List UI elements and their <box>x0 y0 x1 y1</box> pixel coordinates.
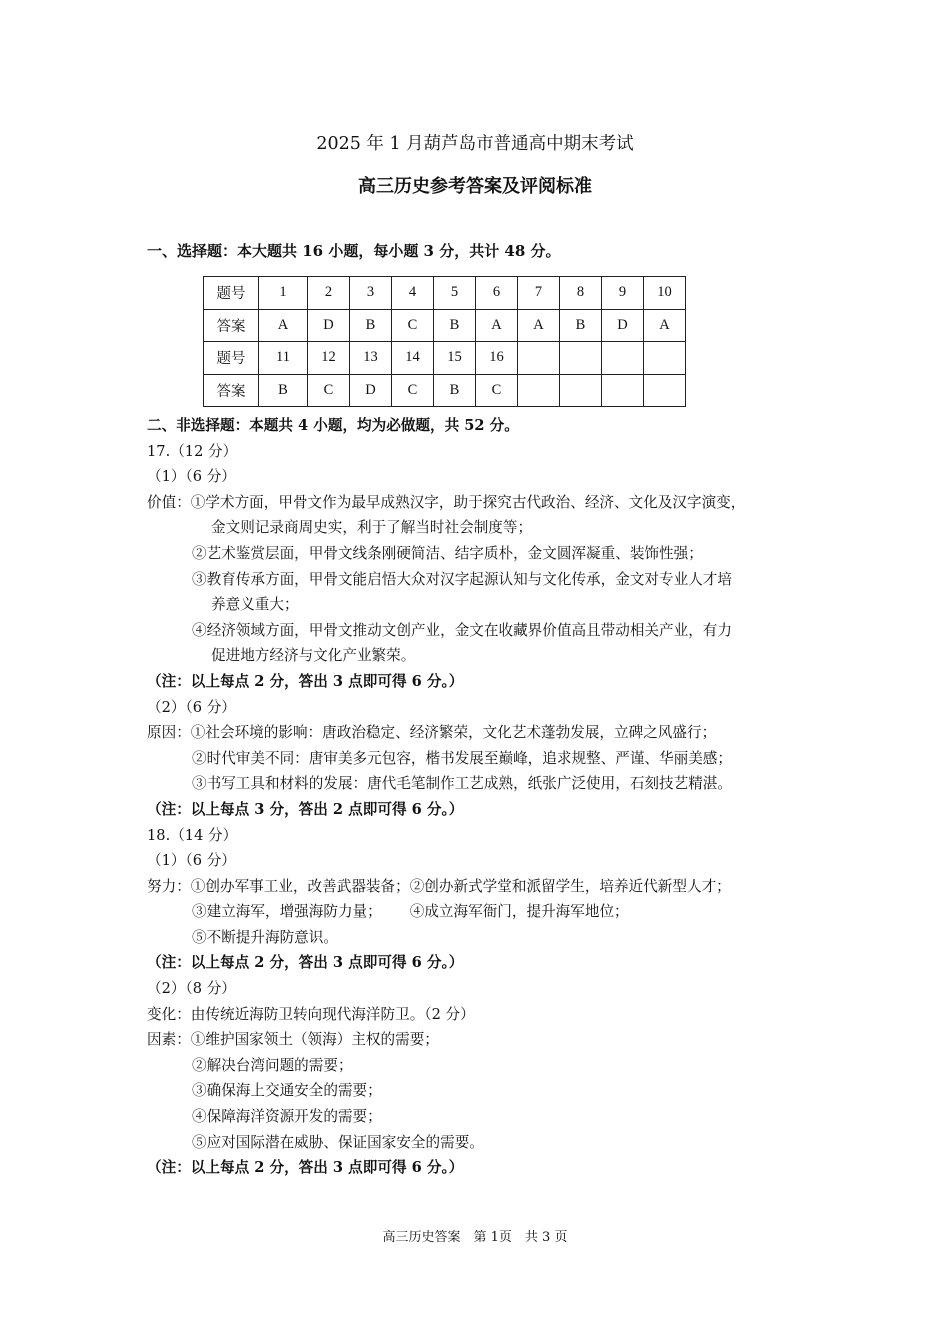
answer-line: ⑤应对国际潜在威胁、保证国家安全的需要。 <box>192 1133 484 1151</box>
q18-part1-title: （1）（6 分） <box>147 852 236 870</box>
answer-line: ③教育传承方面，甲骨文能启悟大众对汉字起源认知与文化传承，金文对专业人才培 <box>192 570 732 588</box>
answer-line: 促进地方经济与文化产业繁荣。 <box>211 647 416 665</box>
table-cell: 题号 <box>204 342 259 375</box>
table-cell <box>644 374 686 407</box>
table-cell: 16 <box>476 342 518 375</box>
table-cell: 10 <box>644 277 686 310</box>
q17-part1-item1 <box>147 490 827 516</box>
table-cell: 3 <box>350 277 392 310</box>
table-cell <box>602 374 644 407</box>
answer-line: 变化：由传统近海防卫转向现代海洋防卫。（2 分） <box>147 1005 475 1023</box>
answer-line <box>147 899 827 925</box>
q18-title: 18.（14 分） <box>147 826 238 844</box>
answer-line <box>147 874 827 900</box>
scoring-note: （注：以上每点 2 分，答出 3 点即可得 6 分。） <box>147 954 464 972</box>
section-1-heading: 一、选择题：本大题共 16 小题，每小题 3 分，共计 48 分。 <box>147 242 561 260</box>
table-cell: B <box>560 309 602 342</box>
table-cell: 2 <box>308 277 350 310</box>
table-row <box>204 342 686 375</box>
answer-text: ①维护国家领土（领海）主权的需要； <box>190 1031 439 1049</box>
table-cell: 13 <box>350 342 392 375</box>
table-cell: 7 <box>518 277 560 310</box>
table-cell: A <box>476 309 518 342</box>
table-cell: 5 <box>434 277 476 310</box>
table-cell: 1 <box>259 277 308 310</box>
answer-text: ①学术方面，甲骨文作为最早成熟汉字，助于探究古代政治、经济、文化及汉字演变， <box>190 493 746 511</box>
page-footer: 高三历史答案 第 1页 共 3 页 <box>382 1230 568 1245</box>
table-cell: 11 <box>259 342 308 375</box>
q18-part2-title: （2）（8 分） <box>147 980 236 998</box>
table-cell: C <box>308 374 350 407</box>
q17-part1-lead: 价值： <box>147 493 191 511</box>
table-cell: A <box>259 309 308 342</box>
table-cell: 14 <box>392 342 434 375</box>
table-row <box>204 309 686 342</box>
q18-part2-lead: 因素： <box>147 1031 191 1049</box>
answer-text: ④成立海军衙门，提升海军地位； <box>409 903 629 921</box>
table-cell: A <box>644 309 686 342</box>
table-row <box>204 374 686 407</box>
table-cell: B <box>350 309 392 342</box>
table-cell: C <box>392 374 434 407</box>
section-2-heading: 二、非选择题：本题共 4 小题，均为必做题，共 52 分。 <box>147 417 519 434</box>
table-cell: A <box>518 309 560 342</box>
answer-text: ③建立海军，增强海防力量； <box>192 903 382 921</box>
answer-line: ③确保海上交通安全的需要； <box>192 1082 382 1100</box>
table-cell: B <box>434 374 476 407</box>
table-cell <box>560 342 602 375</box>
table-cell <box>518 342 560 375</box>
answer-line: ③书写工具和材料的发展：唐代毛笔制作工艺成熟，纸张广泛使用，石刻技艺精湛。 <box>192 775 732 793</box>
table-cell: B <box>259 374 308 407</box>
table-cell: 9 <box>602 277 644 310</box>
table-cell: 8 <box>560 277 602 310</box>
table-row <box>204 277 686 310</box>
table-cell: 答案 <box>204 309 259 342</box>
table-cell: C <box>392 309 434 342</box>
scoring-note: （注：以上每点 2 分，答出 3 点即可得 6 分。） <box>147 672 464 690</box>
table-cell: 6 <box>476 277 518 310</box>
answer-text: ①社会环境的影响：唐政治稳定、经济繁荣，文化艺术蓬勃发展，立碑之风盛行； <box>190 724 717 742</box>
answer-line: 金文则记录商周史实，利于了解当时社会制度等； <box>211 519 533 537</box>
answer-line <box>147 720 827 746</box>
table-cell <box>644 342 686 375</box>
table-cell: 15 <box>434 342 476 375</box>
table-cell <box>518 374 560 407</box>
answer-table <box>203 276 686 407</box>
table-cell: 4 <box>392 277 434 310</box>
exam-title: 2025 年 1 月葫芦岛市普通高中期末考试 <box>316 134 634 154</box>
table-cell: 题号 <box>204 277 259 310</box>
table-cell: D <box>602 309 644 342</box>
table-cell: 12 <box>308 342 350 375</box>
answer-text: ①创办军事工业，改善武器装备；②创办新式学堂和派留学生，培养近代新型人才； <box>190 877 731 895</box>
answer-line: ⑤不断提升海防意识。 <box>192 928 338 946</box>
answer-line: ②时代审美不同：唐审美多元包容，楷书发展至巅峰，追求规整、严谨、华丽美感； <box>192 749 732 767</box>
document-subtitle: 高三历史参考答案及评阅标准 <box>358 176 592 197</box>
table-cell: 答案 <box>204 374 259 407</box>
answer-line <box>147 1027 827 1053</box>
answer-line: 养意义重大； <box>211 596 299 614</box>
table-cell: D <box>308 309 350 342</box>
section-2 <box>147 413 827 1181</box>
q17-title: 17.（12 分） <box>147 442 238 460</box>
table-cell <box>602 342 644 375</box>
table-cell: D <box>350 374 392 407</box>
q17-part2-lead: 原因： <box>147 724 191 742</box>
table-cell <box>560 374 602 407</box>
table-cell: B <box>434 309 476 342</box>
answer-line: ②艺术鉴赏层面，甲骨文线条刚硬简洁、结字质朴，金文圆浑凝重、装饰性强； <box>192 544 703 562</box>
q18-part1-lead: 努力： <box>147 877 191 895</box>
q17-part2-title: （2）（6 分） <box>147 698 236 716</box>
scoring-note: （注：以上每点 2 分，答出 3 点即可得 6 分。） <box>147 1159 464 1177</box>
scoring-note: （注：以上每点 3 分，答出 2 点即可得 6 分。） <box>147 800 464 818</box>
table-cell: C <box>476 374 518 407</box>
answer-line: ④保障海洋资源开发的需要； <box>192 1108 382 1126</box>
q17-part1-title: （1）（6 分） <box>147 468 236 486</box>
answer-line: ②解决台湾问题的需要； <box>192 1056 353 1074</box>
answer-line: ④经济领域方面，甲骨文推动文创产业，金文在收藏界价值高且带动相关产业，有力 <box>192 621 732 639</box>
